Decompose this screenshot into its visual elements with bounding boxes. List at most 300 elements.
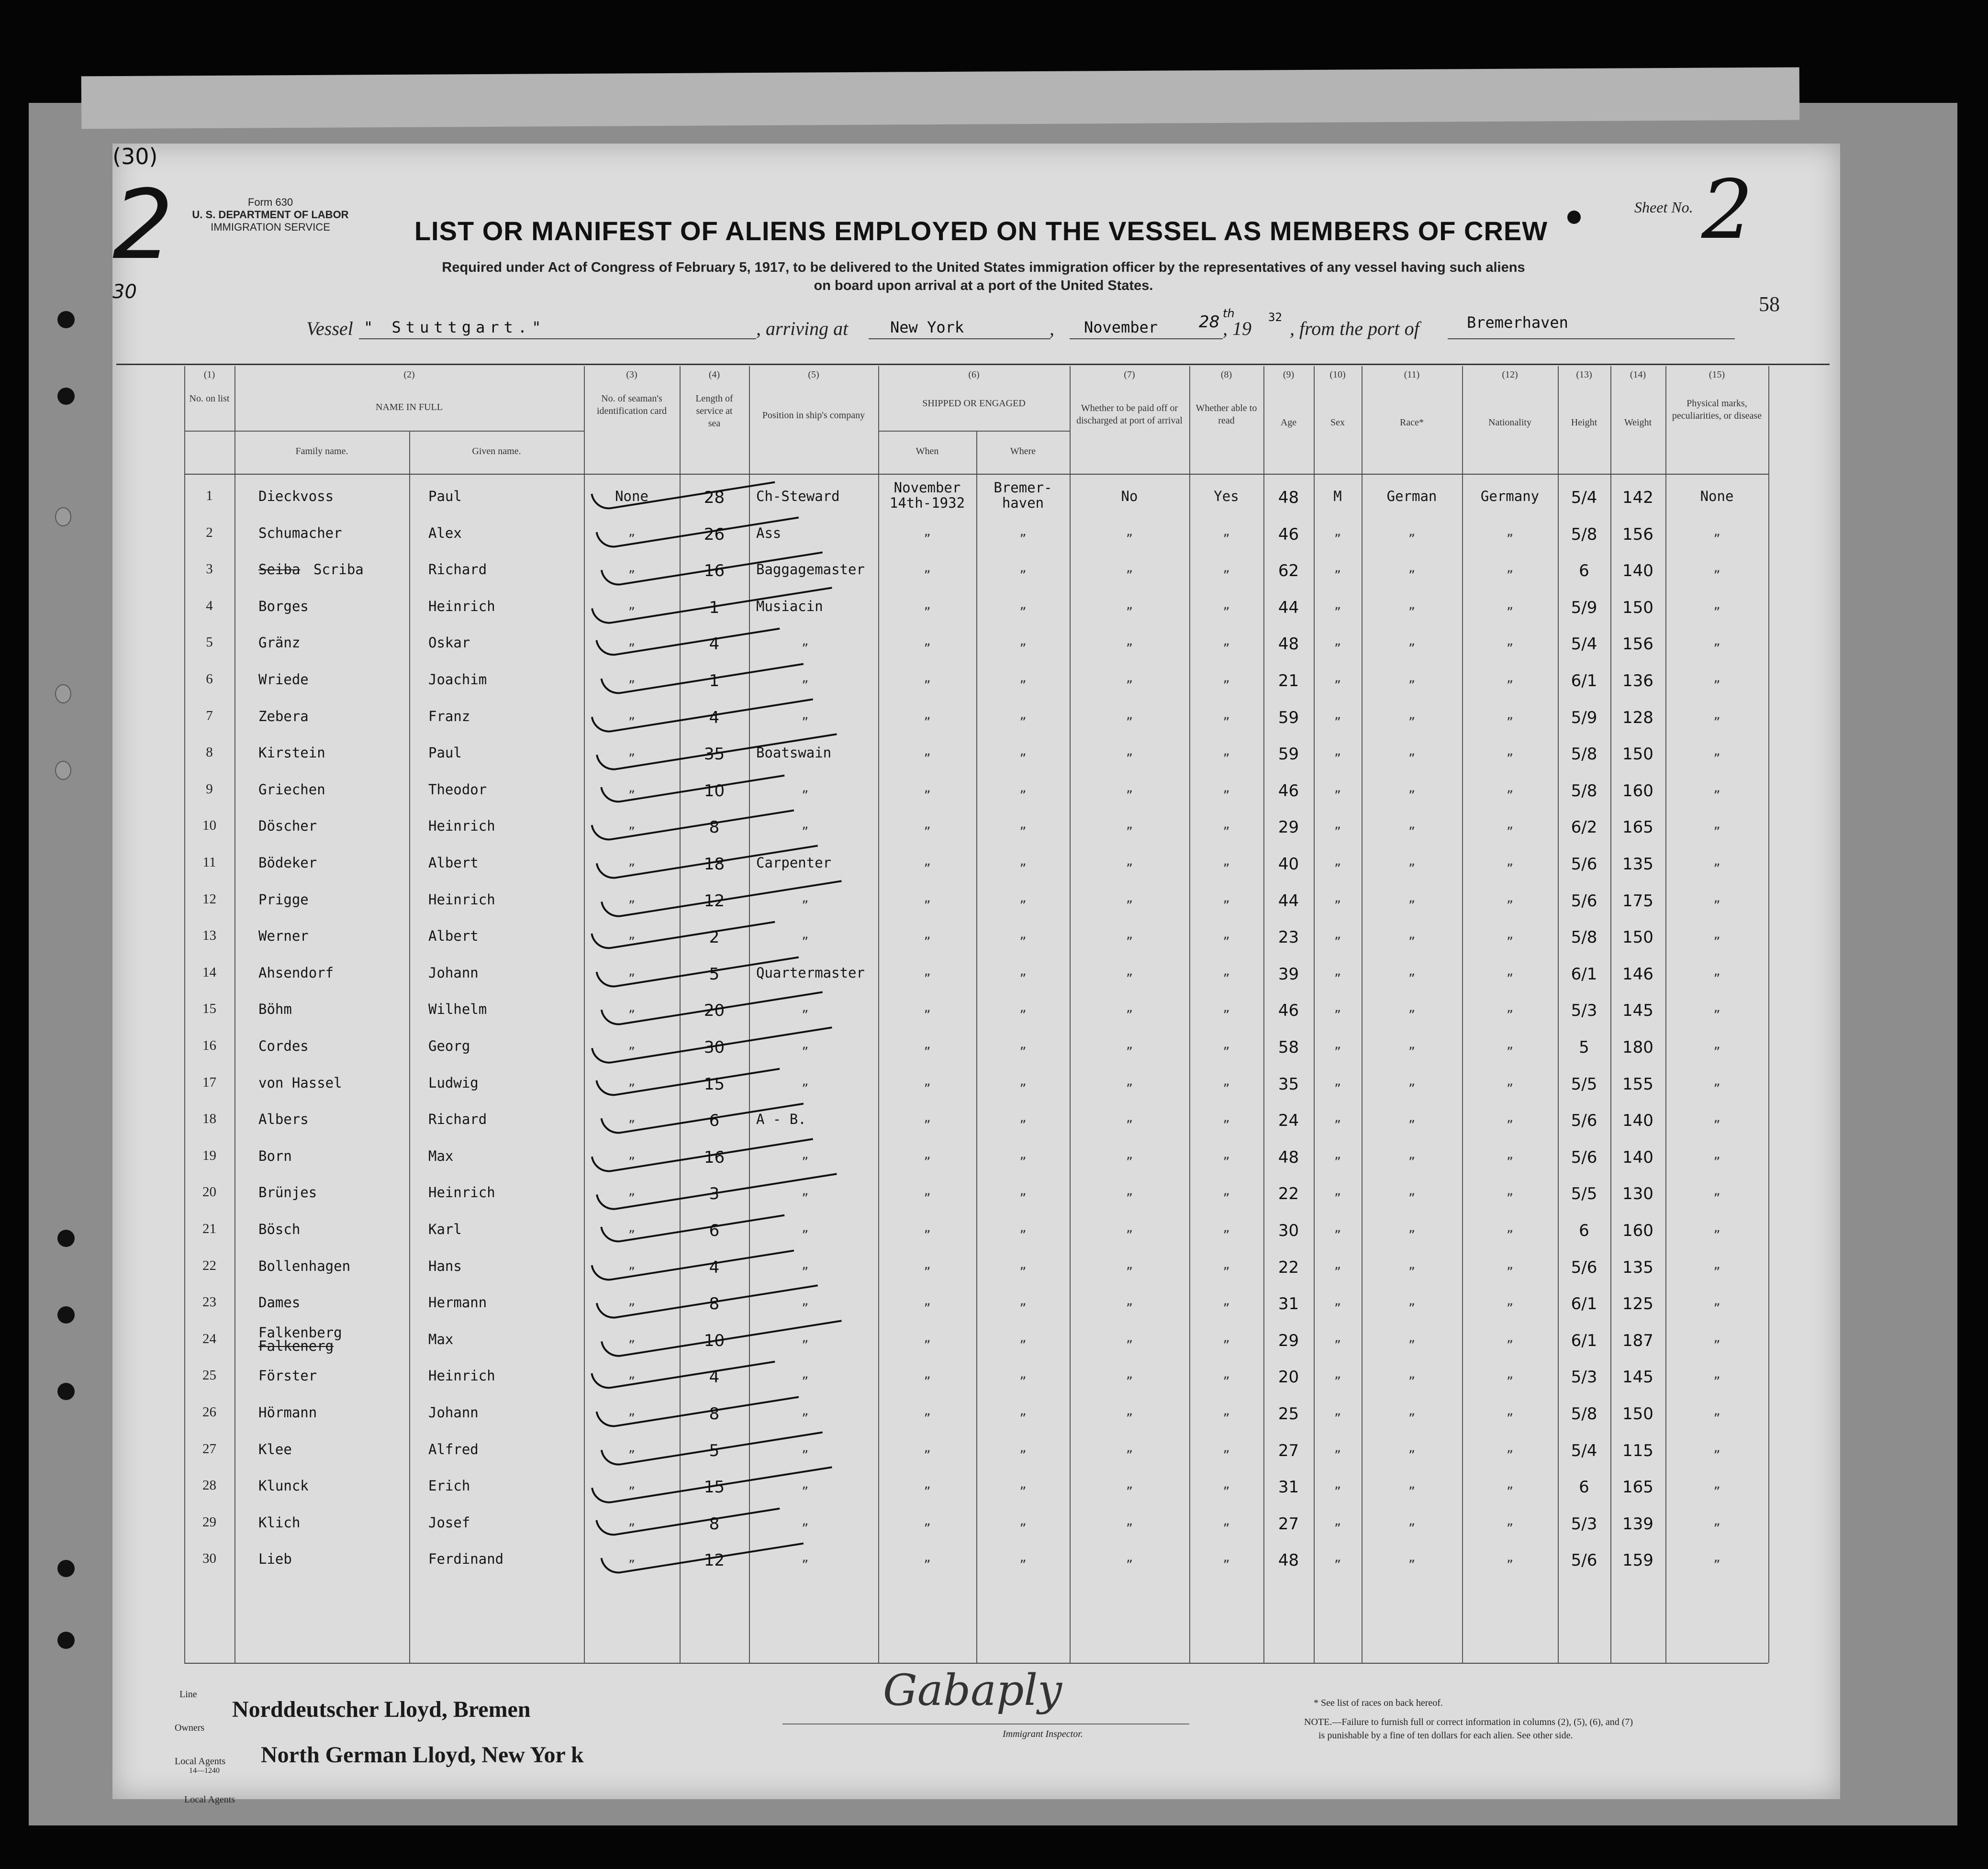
binder-hole bbox=[55, 507, 71, 526]
cell-given: Heinrich bbox=[428, 598, 495, 614]
cell-when: „ bbox=[924, 561, 931, 575]
row-number: 21 bbox=[202, 1221, 216, 1236]
cell-card: „ bbox=[628, 1221, 636, 1235]
cell-family: Hörmann bbox=[258, 1404, 317, 1421]
cell-read: Yes bbox=[1214, 488, 1239, 504]
inspector-signature: Gabaply bbox=[883, 1665, 1062, 1715]
manifest-sheet: Form 630 U. S. DEPARTMENT OF LABOR IMMIGRATION SERVICE Sheet No. 2 LIST OR MANIFEST OF ALIENS EMPLOYED ON THE VESSEL AS MEMBERS OF CREW Required under Act of Congress of February 5, 1917, to be delivered to the United States immigration officer by the representatives of any vessel having such aliens on board upon arrival at a port of the United States. 58 Vessel " Stuttgart." , arriving at New York , November 28 th , 19 32 , from the port of Bremerhaven (1) No. on list (2) NAME IN FULL Family name. Given name. (3) No. of seaman's identification card (4) Length of service at sea (5) Position in ship's company (6) SHIPPED OR ENGAGED When Where (7) Whether to be paid off or discharged at port of arrival (8) Whether able to read (9) Age (10) Sex (11) Race* (12) Nationality (13) Height (14) Weight (15) Physical marks, peculiarities, or disease 1 Dieckvoss Paul 28 Ch-Steward November 14th-1932 Bremer- haven 48 5/4 142 None No Yes M German Germany None 2 Schumacher Alex 26 Ass 46 5/8 156 „ „ „ „ „ „ „ „ „ 3 Seiba Scriba Richard 16 Baggagemaster 62 6 140 „ „ „ „ „ „ „ „ „ 4 Borges Heinrich 1 Musiacin 44 5/9 150 „ „ „ „ „ „ „ „ „ 5 Gränz Oskar 4 „ 48 5/4 156 „ „ „ „ „ „ „ „ „ 6 Wriede Joachim 1 „ 21 6/1 136 „ „ „ „ „ „ „ „ „ 7 Zebera Franz 4 „ 59 5/9 128 „ „ „ „ „ „ „ „ „ 8 Kirstein Paul 35 Boatswain 59 5/8 150 „ „ „ „ „ „ „ „ „ 9 Griechen Theodor 10 „ 46 5/8 160 „ „ „ „ „ „ „ „ „ 10 Döscher Heinrich 8 „ 29 6/2 165 „ „ „ „ „ „ „ „ „ 11 Bödeker Albert 18 Carpenter 40 5/6 135 „ „ „ „ „ „ „ „ „ 12 Prigge Heinrich 12 „ 44 5/6 175 „ „ „ „ „ „ „ „ „ 13 Werner Albert 2 „ 23 5/8 150 „ „ „ „ „ „ „ „ „ 14 Ahsendorf Johann 5 Quartermaster 39 6/1 146 „ „ „ „ „ „ „ „ „ 15 Böhm Wilhelm 20 „ 46 5/3 145 „ „ „ „ „ „ „ „ „ 16 Cordes Georg 30 „ 58 5 180 „ „ „ „ „ „ „ „ „ 17 von Hassel Ludwig 15 „ 35 5/5 155 „ „ „ „ „ „ „ „ „ 18 Albers Richard 6 A - B. 24 5/6 140 „ „ „ „ „ „ „ „ „ 19 Born Max 16 „ 48 5/6 140 „ „ „ „ „ „ „ „ „ 20 Brünjes Heinrich 3 „ 22 5/5 130 „ „ „ „ „ „ „ „ „ 21 Bösch Karl 6 „ 30 6 160 „ „ „ „ „ „ „ „ „ 22 Bollenhagen Hans 4 „ 22 5/6 135 „ „ „ „ „ „ „ „ „ 23 Dames Hermann 8 „ 31 6/1 125 „ „ „ „ „ „ „ „ „ 24 Falkenberg Falkenerg Max 10 „ 29 6/1 187 „ „ „ „ „ „ „ „ „ 25 Förster Heinrich 4 „ 20 5/3 145 „ „ „ „ „ „ „ „ „ 26 Hörmann Johann 8 „ 25 5/8 150 „ „ „ „ „ „ „ „ „ 27 Klee Alfred 5 „ 27 5/4 115 „ „ „ „ „ „ „ „ „ 28 Klunck Erich 15 „ 31 6 165 „ „ „ „ „ „ „ „ „ 29 Klich Josef 8 „ 27 5/3 139 „ „ „ „ „ „ „ „ „ 30 Lieb Ferdinand 12 „ 48 5/6 159 „ „ „ „ „ „ „ „ „ (30) 2 30 Line Owners Local Agents 14—1240 Local Agents Norddeutscher Lloyd, Bremen North German Lloyd, New Yor k Gabaply Immigrant Inspector. * See list of races on back hereof. NOTE.—Failure to furnish full or correct information in columns (2), (5), (6), and (7) is punishable by a fine of ten dollars for each alien. See other side. bbox=[112, 144, 1840, 1799]
cell-card: „ bbox=[628, 1038, 636, 1051]
row-number: 26 bbox=[202, 1404, 216, 1420]
cell-nat: „ bbox=[1506, 1294, 1514, 1308]
cell-marks: „ bbox=[1713, 964, 1720, 978]
cell-weight: 145 bbox=[1622, 1368, 1653, 1387]
row-number: 3 bbox=[206, 561, 213, 577]
cell-given: Georg bbox=[428, 1038, 470, 1054]
cell-age: 40 bbox=[1278, 855, 1299, 874]
cell-where: „ bbox=[1019, 818, 1027, 832]
cell-family: Klunck bbox=[258, 1478, 309, 1494]
cell-marks: None bbox=[1700, 488, 1734, 504]
header-able-to-read: Whether able to read bbox=[1195, 403, 1257, 426]
cell-read: „ bbox=[1223, 1074, 1230, 1088]
cell-service: 15 bbox=[704, 1074, 725, 1094]
cell-given: Ferdinand bbox=[428, 1551, 504, 1568]
cell-read: „ bbox=[1223, 1514, 1230, 1528]
sheet-number: 2 bbox=[1701, 163, 1753, 257]
cell-race: „ bbox=[1408, 964, 1416, 978]
cell-paid: „ bbox=[1126, 524, 1133, 538]
cell-height: 5/9 bbox=[1571, 708, 1597, 727]
underlying-sheet-edge bbox=[81, 67, 1800, 129]
form-number: Form 630 bbox=[247, 196, 293, 208]
cell-paid: „ bbox=[1126, 1514, 1133, 1528]
cell-family: Klich bbox=[258, 1514, 301, 1531]
cell-where: „ bbox=[1019, 634, 1027, 648]
cell-height: 5/6 bbox=[1571, 1111, 1597, 1131]
cell-marks: „ bbox=[1713, 1038, 1720, 1051]
cell-paid: „ bbox=[1126, 598, 1133, 612]
header-race: Race* bbox=[1400, 417, 1424, 428]
cell-family: Griechen bbox=[258, 781, 325, 798]
cell-service: 10 bbox=[704, 1331, 725, 1350]
cell-paid: „ bbox=[1126, 745, 1133, 758]
cell-given: Max bbox=[428, 1331, 454, 1347]
departure-port: Bremerhaven bbox=[1467, 313, 1568, 332]
cell-age: 39 bbox=[1278, 964, 1299, 984]
cell-paid: „ bbox=[1126, 1147, 1133, 1161]
cell-height: 5/9 bbox=[1571, 598, 1597, 617]
total-count: (30) bbox=[112, 144, 158, 169]
cell-sex: „ bbox=[1334, 1074, 1341, 1088]
subtitle-line: Required under Act of Congress of February 5, 1917, to be delivered to the United States immigration officer by the representatives of any vessel having such aliens bbox=[442, 260, 1525, 275]
cell-age: 44 bbox=[1278, 598, 1299, 617]
cell-service: 8 bbox=[709, 1294, 720, 1314]
cell-paid: „ bbox=[1126, 891, 1133, 905]
cell-card: „ bbox=[628, 1147, 636, 1161]
page-number: 58 bbox=[1759, 292, 1780, 316]
cell-height: 5/8 bbox=[1571, 781, 1597, 801]
cell-marks: „ bbox=[1713, 928, 1720, 942]
cell-weight: 155 bbox=[1622, 1074, 1653, 1094]
row-number: 30 bbox=[202, 1551, 216, 1567]
cell-paid: „ bbox=[1126, 1221, 1133, 1235]
row-number: 23 bbox=[202, 1294, 216, 1310]
cell-marks: „ bbox=[1713, 561, 1720, 575]
cell-position: „ bbox=[802, 1478, 809, 1491]
cell-age: 25 bbox=[1278, 1404, 1299, 1424]
cell-race: „ bbox=[1408, 1294, 1416, 1308]
binder-hole bbox=[57, 1230, 75, 1247]
cell-service: 16 bbox=[704, 1147, 725, 1167]
cell-given: Paul bbox=[428, 745, 462, 761]
cell-weight: 140 bbox=[1622, 1111, 1653, 1131]
cell-card: „ bbox=[628, 1441, 636, 1455]
cell-paid: „ bbox=[1126, 855, 1133, 868]
cell-paid: „ bbox=[1126, 671, 1133, 685]
cell-age: 46 bbox=[1278, 1001, 1299, 1021]
cell-family: Zebera bbox=[258, 708, 309, 724]
cell-age: 58 bbox=[1278, 1038, 1299, 1057]
cell-height: 5/3 bbox=[1571, 1001, 1597, 1021]
arrival-day-suffix: th bbox=[1223, 307, 1235, 320]
cell-position: „ bbox=[802, 1514, 809, 1528]
cell-where: „ bbox=[1019, 745, 1027, 758]
header-physical-marks: Physical marks, peculiarities, or disease bbox=[1672, 398, 1762, 421]
cell-race: „ bbox=[1408, 598, 1416, 612]
header-position: Position in ship's company bbox=[762, 410, 865, 421]
cell-service: 5 bbox=[709, 1441, 720, 1460]
cell-where: „ bbox=[1019, 1331, 1027, 1345]
cell-service: 4 bbox=[709, 634, 720, 654]
cell-paid: „ bbox=[1126, 1001, 1133, 1015]
cell-read: „ bbox=[1223, 1368, 1230, 1381]
cell-read: „ bbox=[1223, 781, 1230, 795]
cell-race: „ bbox=[1408, 855, 1416, 868]
arrival-port: New York bbox=[890, 318, 964, 336]
cell-height: 6/1 bbox=[1571, 671, 1597, 690]
cell-height: 6/2 bbox=[1571, 818, 1597, 837]
cell-where: „ bbox=[1019, 1514, 1027, 1528]
cell-card: „ bbox=[628, 1478, 636, 1491]
cell-sex: „ bbox=[1334, 1478, 1341, 1491]
row-number: 4 bbox=[206, 598, 213, 613]
cell-where: „ bbox=[1019, 1478, 1027, 1491]
cell-when: November bbox=[893, 479, 961, 496]
vessel-name: " Stuttgart." bbox=[364, 318, 546, 336]
cell-age: 59 bbox=[1278, 745, 1299, 764]
cell-sex: „ bbox=[1334, 1404, 1341, 1418]
document-subtitle bbox=[337, 258, 1630, 295]
cell-card: „ bbox=[628, 708, 636, 722]
cell-when: „ bbox=[924, 1257, 931, 1271]
cell-nat: „ bbox=[1506, 561, 1514, 575]
cell-family: Cordes bbox=[258, 1038, 309, 1054]
cell-position: Quartermaster bbox=[756, 964, 865, 981]
cell-given: Paul bbox=[428, 488, 462, 504]
cell-weight: 156 bbox=[1622, 524, 1653, 544]
cell-age: 48 bbox=[1278, 488, 1299, 507]
header-shipped-engaged: SHIPPED OR ENGAGED bbox=[922, 398, 1026, 409]
cell-service: 3 bbox=[709, 1184, 720, 1204]
cell-when: „ bbox=[924, 1441, 931, 1455]
cell-paid: „ bbox=[1126, 1038, 1133, 1051]
cell-card: „ bbox=[628, 561, 636, 575]
cell-where: „ bbox=[1019, 598, 1027, 612]
cell-nat: „ bbox=[1506, 1368, 1514, 1381]
cell-card: „ bbox=[628, 1111, 636, 1125]
cell-given: Heinrich bbox=[428, 891, 495, 908]
cell-position: Carpenter bbox=[756, 855, 832, 871]
cell-read: „ bbox=[1223, 634, 1230, 648]
cell-family: Dieckvoss bbox=[258, 488, 334, 504]
from-port-label: , from the port of bbox=[1290, 318, 1419, 339]
cell-card: „ bbox=[628, 671, 636, 685]
cell-service: 8 bbox=[709, 1514, 720, 1534]
cell-age: 22 bbox=[1278, 1257, 1299, 1277]
cell-race: „ bbox=[1408, 1551, 1416, 1565]
department-name: U. S. DEPARTMENT OF LABOR bbox=[192, 209, 349, 221]
cell-service: 1 bbox=[709, 598, 720, 617]
cell-card: „ bbox=[628, 928, 636, 942]
cell-given: Josef bbox=[428, 1514, 470, 1531]
local-agents-stamp: North German Lloyd, New Yor k bbox=[261, 1742, 584, 1768]
cell-paid: „ bbox=[1126, 1368, 1133, 1381]
cell-nat: „ bbox=[1506, 1331, 1514, 1345]
cell-race: „ bbox=[1408, 1257, 1416, 1271]
cell-when: „ bbox=[924, 1111, 931, 1125]
row-number: 16 bbox=[202, 1038, 216, 1053]
cell-read: „ bbox=[1223, 1441, 1230, 1455]
cell-family: Prigge bbox=[258, 891, 309, 908]
cell-card: „ bbox=[628, 1551, 636, 1565]
cell-when: „ bbox=[924, 1221, 931, 1235]
cell-read: „ bbox=[1223, 1147, 1230, 1161]
cell-marks: „ bbox=[1713, 855, 1720, 868]
cell-given: Albert bbox=[428, 855, 479, 871]
cell-height: 5/6 bbox=[1571, 891, 1597, 911]
cell-where: „ bbox=[1019, 708, 1027, 722]
cell-card: „ bbox=[628, 634, 636, 648]
cell-nat: „ bbox=[1506, 745, 1514, 758]
cell-height: 5/5 bbox=[1571, 1074, 1597, 1094]
row-number: 25 bbox=[202, 1368, 216, 1383]
binder-hole bbox=[55, 684, 71, 703]
cell-read: „ bbox=[1223, 964, 1230, 978]
row-number: 20 bbox=[202, 1184, 216, 1200]
footnote-races: * See list of races on back hereof. bbox=[1314, 1698, 1443, 1708]
cell-when: „ bbox=[924, 1551, 931, 1565]
cell-marks: „ bbox=[1713, 524, 1720, 538]
cell-age: 48 bbox=[1278, 634, 1299, 654]
cell-height: 5/3 bbox=[1571, 1514, 1597, 1534]
cell-family-struck: Falkenerg bbox=[258, 1337, 334, 1354]
cell-card: „ bbox=[628, 1404, 636, 1418]
cell-position: „ bbox=[802, 1184, 809, 1198]
cell-given: Alfred bbox=[428, 1441, 479, 1457]
cell-marks: „ bbox=[1713, 1001, 1720, 1015]
cell-height: 5/8 bbox=[1571, 1404, 1597, 1424]
cell-height: 5/6 bbox=[1571, 855, 1597, 874]
form-code: 14—1240 bbox=[189, 1767, 220, 1775]
cell-position: „ bbox=[802, 1441, 809, 1455]
cell-weight: 145 bbox=[1622, 1001, 1653, 1021]
cell-paid: „ bbox=[1126, 1441, 1133, 1455]
cell-sex: „ bbox=[1334, 671, 1341, 685]
cell-paid: „ bbox=[1126, 1478, 1133, 1491]
cell-sex: „ bbox=[1334, 524, 1341, 538]
cell-marks: „ bbox=[1713, 745, 1720, 758]
cell-weight: 136 bbox=[1622, 671, 1653, 690]
cell-when: „ bbox=[924, 855, 931, 868]
row-number: 8 bbox=[206, 745, 213, 760]
cell-service: 6 bbox=[709, 1221, 720, 1240]
cell-marks: „ bbox=[1713, 1111, 1720, 1125]
cell-nat: „ bbox=[1506, 1038, 1514, 1051]
cell-card: „ bbox=[628, 781, 636, 795]
row-number: 7 bbox=[206, 708, 213, 723]
cell-weight: 139 bbox=[1622, 1514, 1653, 1534]
cell-weight: 115 bbox=[1622, 1441, 1653, 1460]
cell-sex: „ bbox=[1334, 1257, 1341, 1271]
cell-sex: „ bbox=[1334, 1294, 1341, 1308]
cell-read: „ bbox=[1223, 1257, 1230, 1271]
cell-where: „ bbox=[1019, 561, 1027, 575]
cell-card: „ bbox=[628, 964, 636, 978]
cell-nat: „ bbox=[1506, 1514, 1514, 1528]
cell-read: „ bbox=[1223, 855, 1230, 868]
cell-position: „ bbox=[802, 818, 809, 832]
cell-sex: „ bbox=[1334, 1111, 1341, 1125]
vessel-info-line: Vessel " Stuttgart." , arriving at New York , November 28 th , 19 32 , from the port of Bremerhaven bbox=[112, 313, 1840, 342]
cell-race: „ bbox=[1408, 1478, 1416, 1491]
cell-where: haven bbox=[1002, 495, 1044, 511]
cell-nat: „ bbox=[1506, 634, 1514, 648]
row-number: 27 bbox=[202, 1441, 216, 1457]
cell-age: 31 bbox=[1278, 1294, 1299, 1314]
cell-given: Johann bbox=[428, 964, 479, 981]
cell-family: Bödeker bbox=[258, 855, 317, 871]
cell-position: Musiacin bbox=[756, 598, 823, 614]
binder-hole bbox=[57, 1632, 75, 1649]
cell-nat: „ bbox=[1506, 1184, 1514, 1198]
cell-marks: „ bbox=[1713, 1404, 1720, 1418]
cell-marks: „ bbox=[1713, 1184, 1720, 1198]
cell-read: „ bbox=[1223, 561, 1230, 575]
cell-where: „ bbox=[1019, 1038, 1027, 1051]
cell-read: „ bbox=[1223, 1221, 1230, 1235]
cell-paid: „ bbox=[1126, 1294, 1133, 1308]
handwritten-two: 2 bbox=[112, 169, 174, 281]
cell-height: 5/6 bbox=[1571, 1257, 1597, 1277]
cell-nat: „ bbox=[1506, 1441, 1514, 1455]
cell-nat: „ bbox=[1506, 1257, 1514, 1271]
cell-position: „ bbox=[802, 708, 809, 722]
cell-read: „ bbox=[1223, 1001, 1230, 1015]
cell-when: „ bbox=[924, 1001, 931, 1015]
cell-nat: „ bbox=[1506, 818, 1514, 832]
cell-height: 5/8 bbox=[1571, 928, 1597, 947]
cell-given: Alex bbox=[428, 524, 462, 541]
cell-height: 6 bbox=[1579, 1221, 1589, 1240]
cell-weight: 160 bbox=[1622, 1221, 1653, 1240]
cell-family: Gränz bbox=[258, 634, 301, 651]
cell-nat: „ bbox=[1506, 708, 1514, 722]
cell-read: „ bbox=[1223, 671, 1230, 685]
cell-position: „ bbox=[802, 1001, 809, 1015]
row-number: 18 bbox=[202, 1111, 216, 1127]
cell-weight: 142 bbox=[1622, 488, 1653, 507]
cell-race: „ bbox=[1408, 1111, 1416, 1125]
cell-sex: „ bbox=[1334, 1441, 1341, 1455]
cell-age: 46 bbox=[1278, 781, 1299, 801]
cell-age: 48 bbox=[1278, 1551, 1299, 1570]
cell-card: „ bbox=[628, 1294, 636, 1308]
row-number: 19 bbox=[202, 1147, 216, 1163]
cell-read: „ bbox=[1223, 1478, 1230, 1491]
cell-card: „ bbox=[628, 1257, 636, 1271]
cell-paid: „ bbox=[1126, 928, 1133, 942]
local-agents-label-2: Local Agents bbox=[184, 1794, 235, 1805]
cell-height: 6 bbox=[1579, 1478, 1589, 1497]
cell-family: von Hassel bbox=[258, 1074, 342, 1091]
cell-age: 44 bbox=[1278, 891, 1299, 911]
row-number: 15 bbox=[202, 1001, 216, 1017]
cell-card: „ bbox=[628, 1368, 636, 1381]
cell-family: Klee bbox=[258, 1441, 292, 1457]
cell-race: „ bbox=[1408, 524, 1416, 538]
cell-service: 2 bbox=[709, 928, 720, 947]
binder-hole bbox=[57, 311, 75, 328]
cell-paid: „ bbox=[1126, 561, 1133, 575]
cell-weight: 130 bbox=[1622, 1184, 1653, 1204]
header-paid-off: Whether to be paid off or discharged at port of arrival bbox=[1076, 403, 1183, 426]
cell-where: „ bbox=[1019, 1294, 1027, 1308]
cell-height: 5/6 bbox=[1571, 1551, 1597, 1570]
cell-race: „ bbox=[1408, 1368, 1416, 1381]
cell-position: „ bbox=[802, 891, 809, 905]
row-number: 28 bbox=[202, 1478, 216, 1493]
cell-height: 5/4 bbox=[1571, 488, 1597, 507]
cell-sex: „ bbox=[1334, 855, 1341, 868]
cell-nat: „ bbox=[1506, 1111, 1514, 1125]
cell-race: „ bbox=[1408, 781, 1416, 795]
cell-position: „ bbox=[802, 671, 809, 685]
cell-card: „ bbox=[628, 855, 636, 868]
cell-weight: 165 bbox=[1622, 1478, 1653, 1497]
cell-given: Karl bbox=[428, 1221, 462, 1237]
cell-sex: „ bbox=[1334, 1331, 1341, 1345]
cell-read: „ bbox=[1223, 1111, 1230, 1125]
cell-position: „ bbox=[802, 1038, 809, 1051]
cell-service: 30 bbox=[704, 1038, 725, 1057]
cell-sex: „ bbox=[1334, 781, 1341, 795]
row-number: 11 bbox=[202, 855, 216, 870]
cell-race: „ bbox=[1408, 1514, 1416, 1528]
cell-given: Ludwig bbox=[428, 1074, 479, 1091]
cell-nat: „ bbox=[1506, 1147, 1514, 1161]
cell-paid: „ bbox=[1126, 1257, 1133, 1271]
cell-given: Joachim bbox=[428, 671, 487, 688]
cell-height: 5 bbox=[1579, 1038, 1589, 1057]
binder-hole bbox=[55, 761, 71, 780]
header-nationality: Nationality bbox=[1488, 417, 1531, 428]
cell-race: „ bbox=[1408, 1331, 1416, 1345]
cell-marks: „ bbox=[1713, 818, 1720, 832]
cell-service: 8 bbox=[709, 818, 720, 837]
cell-service: 35 bbox=[704, 745, 725, 764]
cell-age: 30 bbox=[1278, 1221, 1299, 1240]
cell-age: 21 bbox=[1278, 671, 1299, 690]
cell-race: „ bbox=[1408, 745, 1416, 758]
cell-position: A - B. bbox=[756, 1111, 806, 1128]
cell-weight: 135 bbox=[1622, 1257, 1653, 1277]
header-id-card: No. of seaman's identification card bbox=[596, 393, 667, 416]
cell-race: „ bbox=[1408, 1404, 1416, 1418]
cell-sex: „ bbox=[1334, 561, 1341, 575]
cell-paid: No bbox=[1121, 488, 1138, 504]
cell-race: „ bbox=[1408, 708, 1416, 722]
cell-sex: „ bbox=[1334, 1368, 1341, 1381]
cell-where: „ bbox=[1019, 928, 1027, 942]
cell-age: 20 bbox=[1278, 1368, 1299, 1387]
cell-marks: „ bbox=[1713, 634, 1720, 648]
cell-read: „ bbox=[1223, 818, 1230, 832]
vessel-label: Vessel bbox=[306, 318, 353, 339]
cell-given: Heinrich bbox=[428, 1368, 495, 1384]
cell-family: Born bbox=[258, 1147, 292, 1164]
cell-service: 28 bbox=[704, 488, 725, 507]
cell-marks: „ bbox=[1713, 1074, 1720, 1088]
cell-height: 6/1 bbox=[1571, 964, 1597, 984]
